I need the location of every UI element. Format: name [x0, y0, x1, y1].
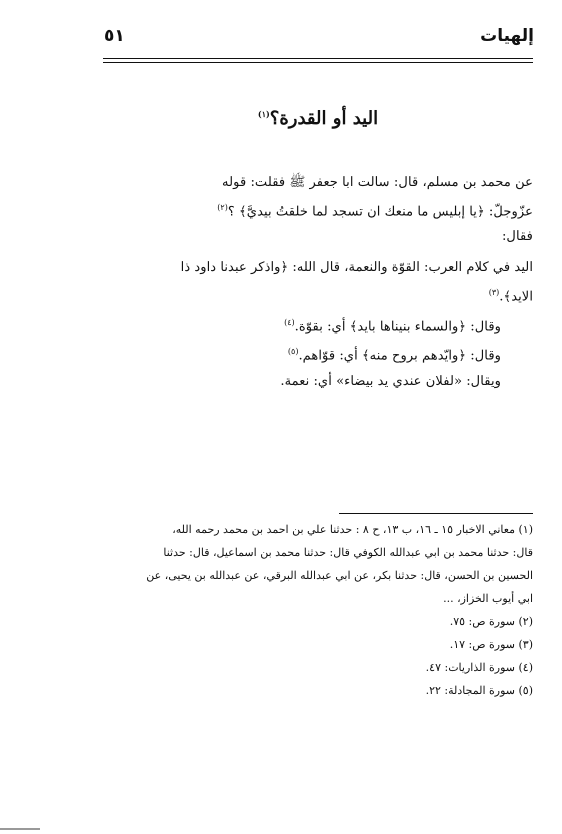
footnote-line: (٤) سورة الذاريات: ٤٧.	[425, 661, 533, 674]
footnote-line: قال: حدثنا محمد بن ابي عبدالله الكوفي قال: حدثنا محمد بن اسماعيل، قال: حدثنا	[163, 546, 533, 559]
section-title-text: اليد أو القدرة؟	[269, 108, 379, 129]
footnote-line: (٣) سورة ص: ١٧.	[449, 638, 533, 651]
footnote-separator	[339, 513, 533, 514]
footnote-ref: (٣)	[488, 288, 500, 298]
section-title	[103, 108, 533, 129]
body-line-text: عزّوجلّ: ﴿يا إبليس ما منعك ان تسجد لما خلقتُ بيديَّ﴾ ؟	[227, 204, 533, 220]
header-rule-bottom	[103, 62, 533, 63]
body-line	[103, 195, 533, 224]
body-line	[103, 339, 533, 368]
footnote-ref: (٤)	[284, 317, 295, 327]
body-line-text: وقال: ﴿وايّدهم بروح منه﴾ أي: قوّاهم.	[298, 348, 501, 364]
footnotes	[103, 518, 533, 702]
footnote-line: (٢) سورة ص: ٧٥.	[449, 615, 533, 628]
page-number: ٥١	[104, 26, 125, 46]
body-line: عن محمد بن مسلم، قال: سالت ابا جعفر ﷺ فقلت: قوله	[222, 175, 533, 190]
footnote-ref: (٢)	[217, 203, 228, 212]
body-line: فقال:	[501, 229, 533, 245]
header-rule-top	[103, 58, 533, 59]
body-line-text: الايد﴾.	[499, 289, 533, 305]
section-title-footnote-ref: (١)	[257, 109, 270, 119]
body-line	[103, 310, 533, 339]
body-line: اليد في كلام العرب: القوّة والنعمة، قال الله: ﴿واذكر عبدنا داود ذا	[180, 260, 533, 276]
footnote-line: ابي أيوب الخزاز، ...	[443, 592, 533, 605]
body-line-text: وقال: ﴿والسماء بنيناها بايد﴾ أي: بقوّة.	[294, 319, 501, 335]
footnote-ref: (٥)	[287, 347, 299, 357]
footnote-line: (١) معاني الاخبار ١٥ ـ ١٦، ب ١٣، ح ٨ : حدثنا علي بن احمد بن محمد رحمه الله،	[172, 523, 533, 536]
body-text	[103, 170, 533, 394]
body-line	[103, 280, 533, 309]
body-line: ويقال: «لفلان عندي يد بيضاء» أي: نعمة.	[280, 373, 501, 389]
footnote-line: (٥) سورة المجادلة: ٢٢.	[425, 684, 533, 697]
scan-edge-mark	[0, 828, 40, 830]
footnote-line: الحسين بن الحسن، قال: حدثنا بكر، عن ابي عبدالله البرقي، عن عبدالله بن يحيى، عن	[146, 569, 533, 582]
running-header-title: إلهيات	[480, 26, 534, 46]
